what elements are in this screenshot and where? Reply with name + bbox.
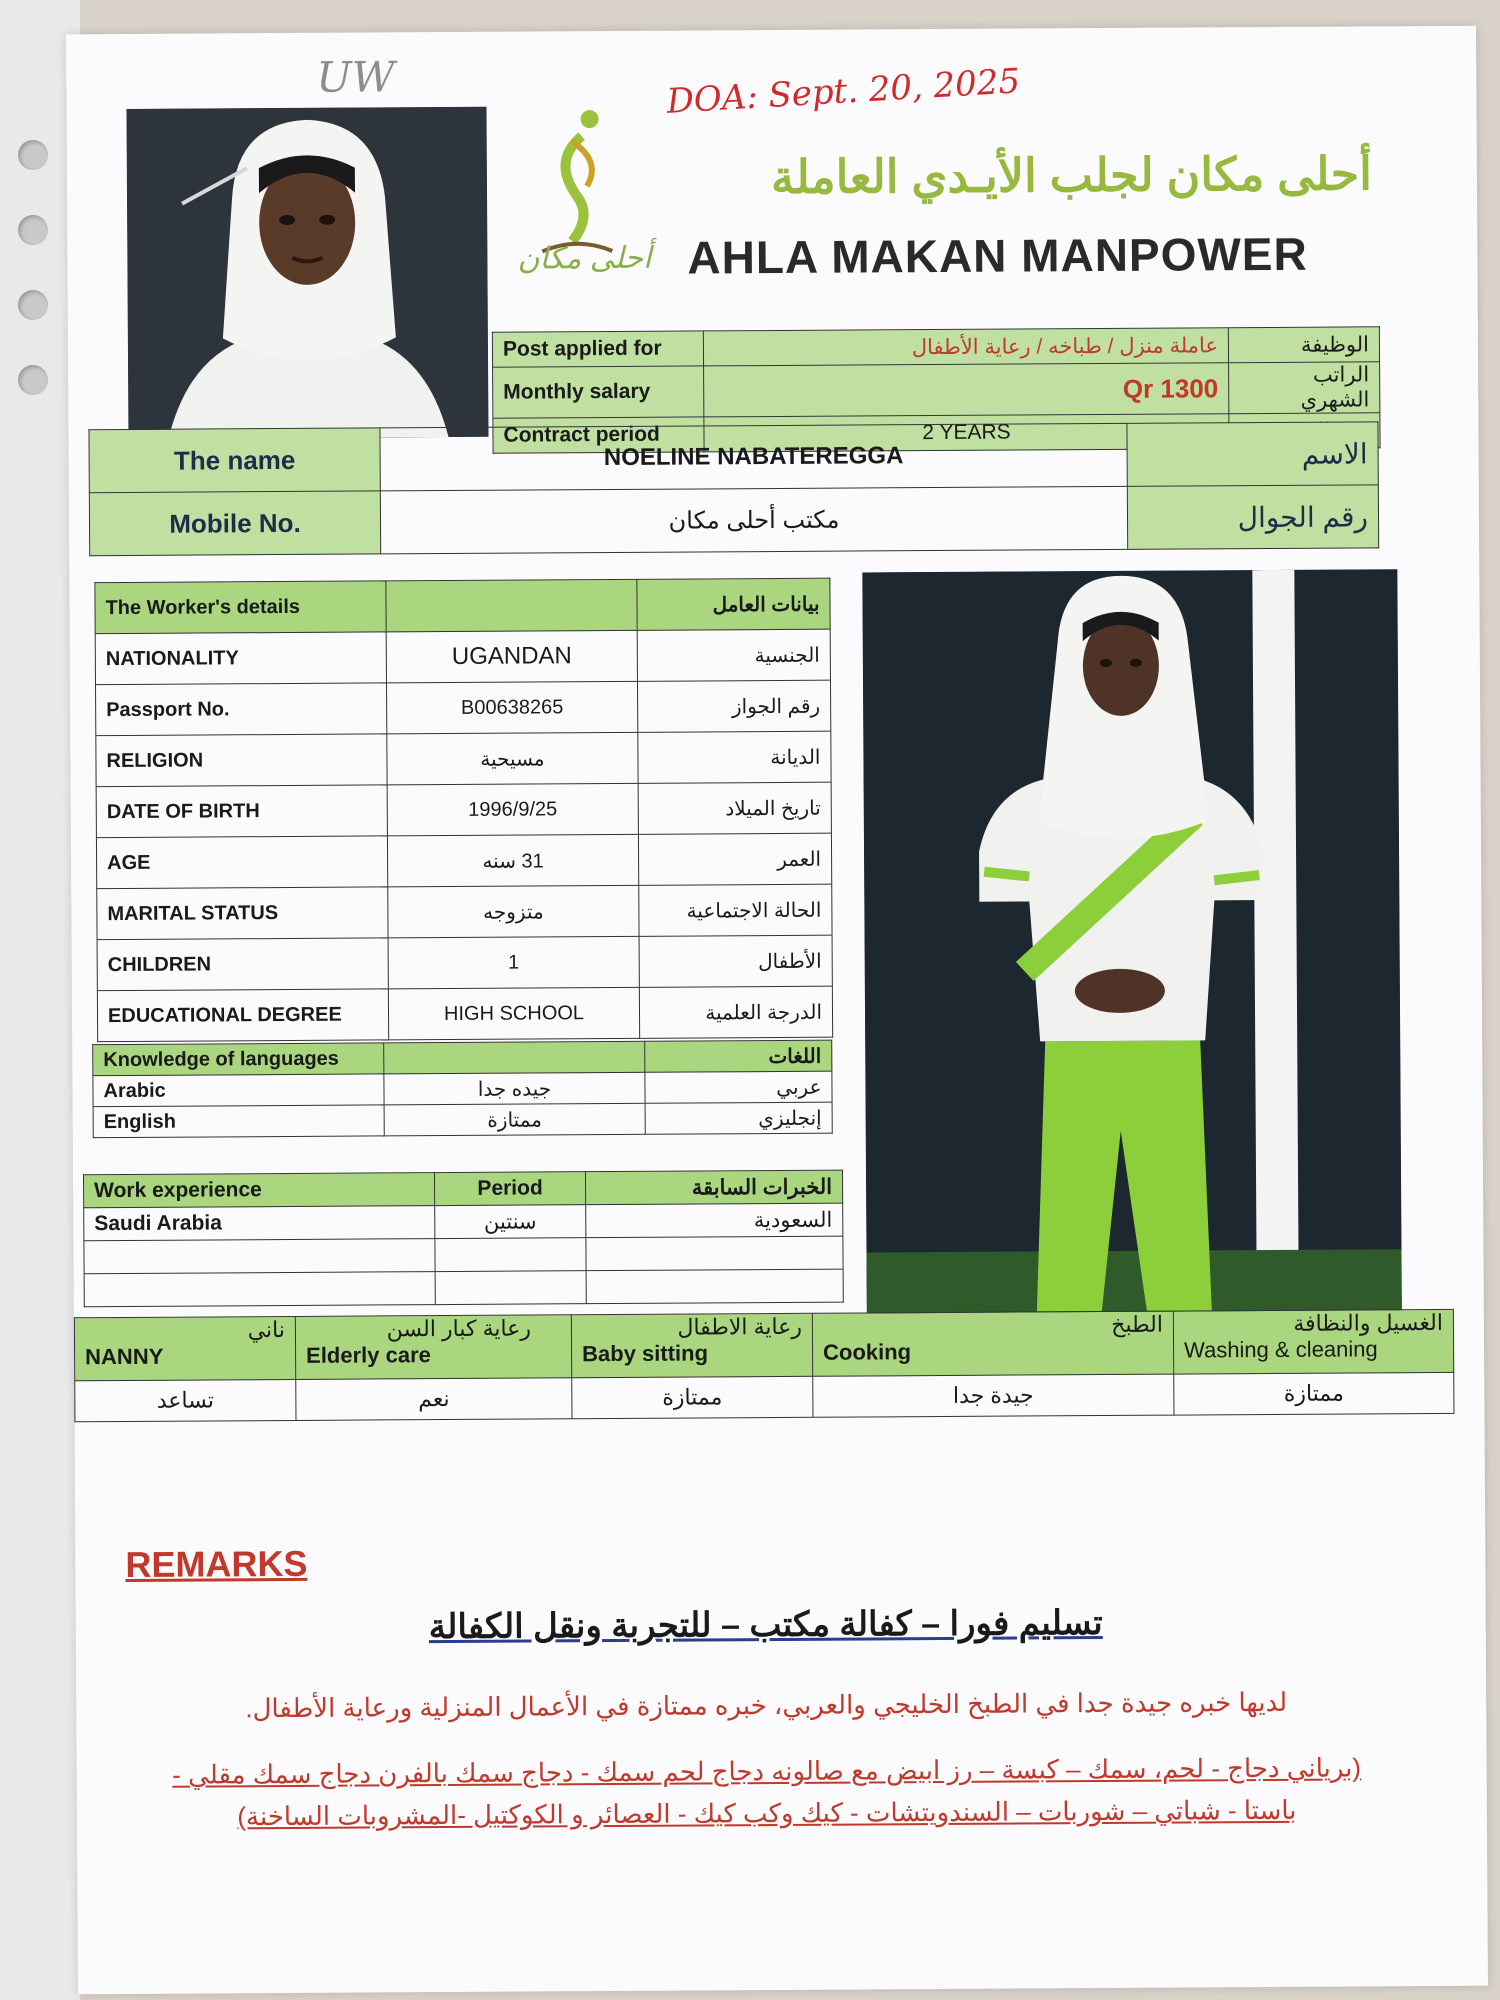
experience-header-ar: الخبرات السابقة: [585, 1170, 842, 1205]
experience-row-empty: [84, 1236, 843, 1274]
skill-value: نعم: [296, 1378, 572, 1421]
skill-name-ar: رعاية كبار السن: [386, 1315, 532, 1342]
mobile-row: [89, 485, 1378, 556]
name-label-ar: الاسم: [1127, 422, 1378, 487]
detail-label-en: NATIONALITY: [95, 632, 386, 685]
work-experience-table: [83, 1170, 844, 1308]
detail-label-en: DATE OF BIRTH: [96, 785, 387, 838]
detail-row: [97, 935, 832, 990]
skill-header: [571, 1313, 812, 1377]
handwritten-doa-note: DOA: Sept. 20, 2025: [665, 61, 1022, 122]
experience-row: [84, 1203, 843, 1241]
skill-name-en: Cooking: [823, 1339, 912, 1365]
mobile-value: مكتب أحلى مكان: [380, 486, 1127, 554]
detail-label-en: Passport No.: [95, 683, 386, 736]
mobile-label-ar: رقم الجوال: [1127, 485, 1378, 550]
name-row: [89, 422, 1378, 493]
detail-label-ar: الجنسية: [637, 629, 830, 681]
remarks-menu: [77, 1746, 1457, 1838]
languages-header-blank: [384, 1041, 645, 1074]
skill-name-en: NANNY: [85, 1343, 164, 1370]
skill-name-ar: الغسيل والنظافة: [1293, 1309, 1443, 1336]
languages-header-row: [93, 1040, 832, 1076]
languages-header-ar: اللغات: [645, 1040, 832, 1072]
detail-label-ar: الديانة: [638, 731, 831, 783]
detail-row: [97, 986, 832, 1041]
post-value: عاملة منزل / طباخه / رعاية الأطفال: [703, 328, 1228, 366]
detail-label-ar: الأطفال: [639, 935, 832, 987]
skills-value-row: [75, 1372, 1454, 1421]
detail-label-ar: العمر: [638, 833, 831, 885]
identity-table: [88, 421, 1379, 556]
detail-label-ar: رقم الجواز: [637, 680, 830, 732]
details-header-en: The Worker's details: [95, 581, 386, 634]
languages-table: [92, 1040, 833, 1139]
skill-value: ممتازة: [1174, 1372, 1454, 1415]
language-name-ar: إنجليزي: [645, 1102, 832, 1134]
skills-table: [74, 1309, 1455, 1422]
skill-name-ar: رعاية الاطفال: [677, 1313, 803, 1340]
punch-hole: [18, 215, 48, 245]
salary-value: 1300 Qr: [704, 363, 1229, 417]
contract-value: 2 YEARS: [704, 414, 1229, 452]
salary-label-en: Monthly salary: [493, 366, 704, 418]
skill-name-en: Washing & cleaning: [1184, 1336, 1378, 1363]
detail-label-en: AGE: [96, 836, 387, 889]
detail-value: HIGH SCHOOL: [388, 987, 639, 1040]
experience-header-en: Work experience: [83, 1173, 434, 1208]
experience-header-row: [83, 1170, 842, 1208]
skill-header: [74, 1316, 295, 1380]
language-name-ar: عربي: [645, 1071, 832, 1103]
details-header-row: [95, 578, 830, 633]
language-name: English: [93, 1105, 384, 1138]
handwritten-initials: UW: [316, 52, 396, 102]
detail-label-ar: الحالة الاجتماعية: [639, 884, 832, 936]
skill-header: [1173, 1309, 1453, 1374]
experience-header-period: Period: [434, 1172, 585, 1206]
post-row: [492, 327, 1379, 367]
agency-name-arabic: أحلى مكان لجلب الأيـدي العاملة: [770, 147, 1373, 204]
detail-value: 31 سنه: [387, 834, 638, 887]
detail-label-ar: تاريخ الميلاد: [638, 782, 831, 834]
languages-header-en: Knowledge of languages: [93, 1043, 384, 1076]
remarks-line-4: باستا - شباتي – شوربات – السندويتشات - كيك وكب كيك - العصائر و الكوكتيل -المشروبات الساخنة): [237, 1794, 1297, 1832]
language-row: [93, 1102, 832, 1138]
full-body-photo: [862, 569, 1402, 1324]
detail-row: [96, 731, 831, 786]
detail-label-en: MARITAL STATUS: [97, 887, 388, 940]
detail-label-ar: الدرجة العلمية: [639, 986, 832, 1038]
experience-row-empty: [84, 1269, 843, 1307]
skills-header-row: [74, 1309, 1453, 1380]
language-name: Arabic: [93, 1074, 384, 1107]
name-label-en: The name: [89, 428, 380, 493]
language-level: جيده جدا: [384, 1072, 645, 1105]
cv-document: [66, 26, 1488, 1995]
detail-value: B00638265: [386, 681, 637, 734]
skill-name-en: Elderly care: [306, 1342, 431, 1368]
worker-name: NOELINE NABATEREGGA: [380, 423, 1127, 491]
remarks-line-2: لديها خبره جيدة جدا في الطبخ الخليجي والعربي، خبره ممتازة في الأعمال المنزلية ورعاية الأطفال.: [245, 1686, 1288, 1724]
remarks-line-1: تسليم فورا – كفالة مكتب – للتجربة ونقل الكفالة: [428, 1604, 1103, 1647]
skill-header: [812, 1311, 1173, 1376]
detail-row: [96, 782, 831, 837]
language-level: ممتازة: [384, 1103, 645, 1136]
punch-hole: [18, 140, 48, 170]
experience-country-ar: السعودية: [586, 1203, 843, 1238]
detail-value: مسيحية: [387, 732, 638, 785]
language-row: [93, 1071, 832, 1107]
mobile-label-en: Mobile No.: [89, 491, 380, 556]
contract-label-en: Contract period: [493, 417, 704, 453]
portrait-photo: [126, 107, 488, 439]
experience-period: سنتين: [435, 1205, 586, 1239]
detail-label-en: RELIGION: [96, 734, 387, 787]
skill-name-ar: الطبخ: [1111, 1311, 1164, 1337]
detail-row: [95, 680, 830, 735]
remarks-title: REMARKS: [125, 1542, 308, 1585]
skill-name-en: Baby sitting: [582, 1340, 709, 1367]
detail-value: متزوجه: [388, 885, 639, 938]
detail-label-en: CHILDREN: [97, 938, 388, 991]
skill-value: ممتازة: [572, 1376, 813, 1418]
detail-value: UGANDAN: [386, 630, 637, 683]
detail-row: [95, 629, 830, 684]
worker-details-table: [94, 578, 833, 1042]
detail-row: [97, 884, 832, 939]
details-header-ar: بيانات العامل: [637, 578, 830, 630]
post-label-ar: الوظيفة: [1228, 327, 1379, 363]
detail-label-en: EDUCATIONAL DEGREE: [97, 989, 388, 1042]
post-label-en: Post applied for: [492, 331, 703, 367]
salary-row: [493, 362, 1380, 418]
punch-hole: [18, 290, 48, 320]
agency-name-english: AHLA MAKAN MANPOWER: [687, 227, 1308, 284]
details-header-blank: [386, 579, 637, 632]
skill-value: جيدة جدا: [813, 1374, 1174, 1417]
detail-value: 1996/9/25: [387, 783, 638, 836]
detail-row: [96, 833, 831, 888]
skill-name-ar: ناني: [247, 1317, 286, 1343]
remarks-line-3: (برياني دجاج - لحم، سمك – كبسة – رز ابيض مع صالونه دجاج لحم سمك - دجاج سمك بالفرن دجاج سمك مقلي -: [172, 1752, 1362, 1790]
skill-value: تساعد: [75, 1379, 296, 1421]
salary-label-ar: الراتب الشهري: [1229, 362, 1380, 414]
punch-hole: [18, 365, 48, 395]
experience-country: Saudi Arabia: [84, 1206, 435, 1241]
logo-text: أحلى مكان: [517, 241, 652, 276]
detail-value: 1: [388, 936, 639, 989]
skill-header: [295, 1315, 571, 1380]
